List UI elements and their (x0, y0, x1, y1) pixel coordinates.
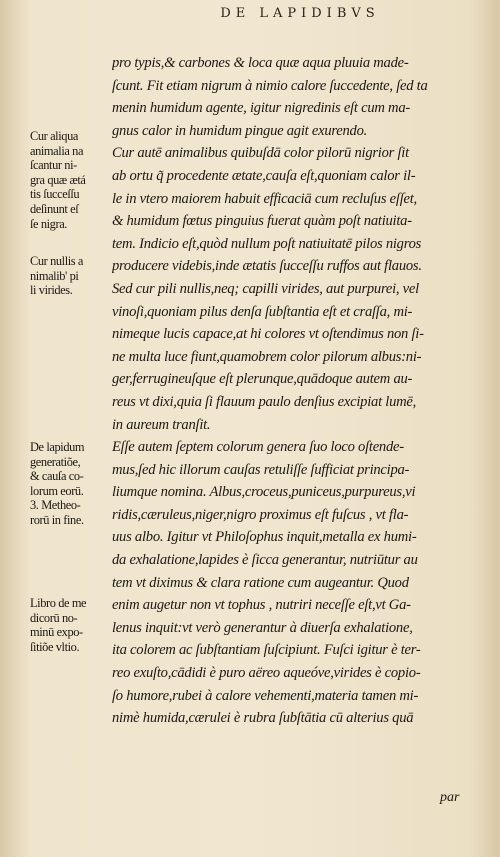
margin-note-stone-generation (30, 440, 114, 528)
margin-note-line: 3. Metheo- (30, 498, 81, 513)
text-line: nimeque lucis capace,at hi colores vt oſtendimus non ſi- (112, 326, 424, 343)
margin-note-line: minū expo- (30, 625, 83, 640)
main-text (112, 52, 490, 730)
text-line: reus vt dixi,quia ſi flauum paulo denſius excipiat lumē, (112, 393, 417, 410)
margin-note-line: deſinunt eſ (30, 201, 79, 216)
margin-note-line: ſe nigra. (30, 216, 67, 231)
margin-note-line: De lapidum (30, 440, 85, 454)
text-line: ridis,cæruleus,niger,nigro proximus eſt fuſcus , vt fla- (112, 506, 409, 523)
catchword: par (440, 790, 460, 805)
text-line: producere videbis,inde ætatis ſucceſſu ruffos aut flauos. (112, 258, 422, 275)
text-line: tem. Indicio eſt,quòd nullum poſt natiuitatē pilos nigros (112, 235, 422, 252)
margin-note-line: rorū in fine. (30, 512, 84, 527)
text-line: vinoſi,quoniam pilus denſa ſubſtantia eſt et craſſa, mi- (112, 303, 413, 320)
margin-note-black-hair (30, 129, 114, 231)
text-line: gnus calor in humidum pingue agit exurendo. (112, 122, 368, 139)
margin-note-line: Libro de me (30, 596, 87, 610)
text-line: pro typis,& carbones & loca quæ aqua pluuia made- (112, 55, 409, 71)
text-line: uus albo. Igitur vt Philoſophus inquit,metalla ex humi- (112, 529, 417, 546)
text-line: ſcunt. Fit etiam nigrum à nimio calore ſuccedente, ſed ta (112, 77, 428, 94)
text-line: ab ortu q̃ procedente ætate,cauſa eſt,quoniam calor il- (112, 167, 416, 184)
margin-note-line: Cur aliqua (30, 129, 78, 143)
text-line: ita colorem ac ſubſtantiam ſuſcipiunt. Fuſci igitur è ter- (112, 642, 421, 659)
text-line: mus,ſed hic illorum cauſas retuliſſe ſufficiat principa- (112, 461, 410, 478)
text-line: lenus inquit:vt verò generantur à diuerſa exhalatione, (112, 619, 413, 636)
margin-note-line: tis ſucceſſu (30, 187, 80, 202)
text-line: & humidum fœtus pinguius fuerat quàm poſt natiuita- (112, 213, 412, 230)
text-line: le in vtero maiorem habuit efficaciā cum recluſus eſſet, (112, 190, 417, 207)
margin-note-line: li virides. (30, 283, 73, 298)
margin-note-line: animalia na (30, 143, 84, 158)
margin-note-line: generatiõe, (30, 454, 81, 469)
text-line: ne multa luce fiunt,quamobrem color pilorum albus:ni- (112, 348, 422, 365)
margin-note-line: gra quæ ætá (30, 172, 86, 187)
text-line: ger,ferrugineuſque eſt plerunque,quādoque autem au- (112, 371, 413, 388)
margin-note-line: Cur nullis a (30, 254, 84, 268)
text-line: enim augetur non vt tophus , nutriri neceſſe eſt,vt Ga- (112, 597, 411, 614)
margin-note-line: nimalib' pi (30, 268, 79, 283)
margin-note-line: ſitiõe vltio. (30, 639, 80, 654)
text-line: liumque nomina. Albus,croceus,puniceus,purpureus,vi (112, 484, 416, 501)
margin-note-green-hair (30, 254, 114, 298)
text-line: menin humidum agente, igitur nigredinis eſt cum ma- (112, 100, 411, 117)
text-line: da exhalatione,lapides è ſicca generantur, nutriūtur au (112, 552, 418, 569)
text-line: nimè humida,cærulei è rubra ſubſtātia cū alterius quā (112, 710, 414, 727)
running-header: DE LAPIDIBVS (220, 6, 380, 21)
text-line: Sed cur pili nullis,neq; capilli virides, aut purpurei, vel (112, 280, 419, 297)
margin-note-line: & cauſa co- (30, 469, 84, 484)
margin-note-line: dicorū no- (30, 610, 78, 625)
text-line: reo exuſto,cādidi è puro aëreo aqueóve,virides è copio- (112, 665, 421, 682)
text-line: tem vt diximus & clara ratione cum augeantur. Quod (112, 574, 409, 591)
margin-note-line: lorum eorū. (30, 483, 84, 498)
text-line: ſo humore,rubei à calore vehementi,materia tamen mi- (112, 687, 419, 704)
text-line: in aureum tranſit. (112, 416, 211, 433)
text-line: Cur autē animalibus quibuſdā color pilorū nigrior ſit (112, 145, 409, 162)
margin-note-line: ſcantur ni- (30, 158, 77, 173)
margin-note-galen-reference (30, 596, 114, 654)
text-line: Eſſe autem ſeptem colorum genera ſuo loco oſtende- (112, 439, 404, 456)
